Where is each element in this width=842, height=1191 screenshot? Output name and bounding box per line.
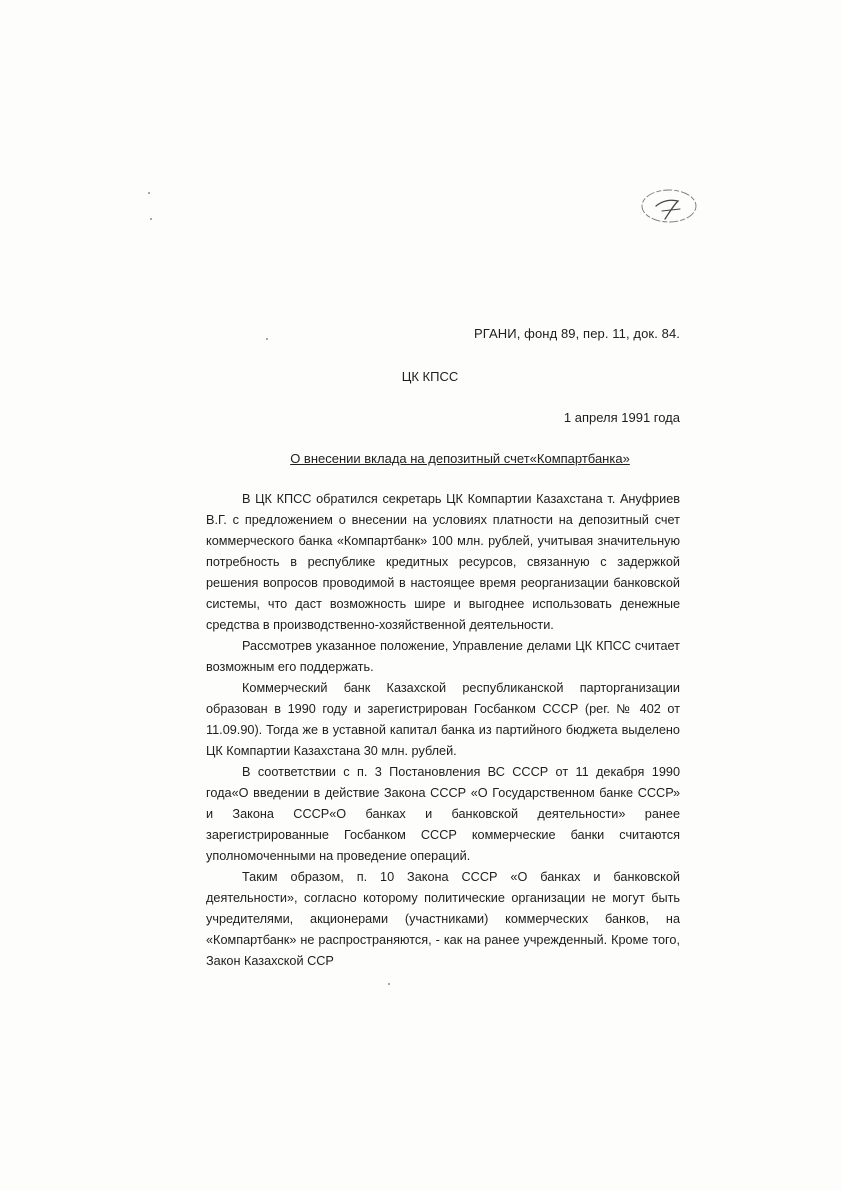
paragraph-approval: Рассмотрев указанное положение, Управление делами ЦК КПСС считает возможным его поддержать. (206, 639, 680, 674)
scan-speck (148, 192, 150, 194)
paragraph-conclusion: Таким образом, п. 10 Закона СССР «О банках и банковской деятельности», согласно которому политические организации не могут быть учредителями, акционерами (участниками) коммерческих банков, на «Компартбанк» не распространяются, - как на ранее учрежденный. Кроме того, Закон Казахской ССР (206, 870, 680, 968)
paragraph-bank-history: Коммерческий банк Казахской республиканской парторганизации образован в 1990 году и зарегистрирован Госбанком СССР (рег. № 402 от 11.09.90). Тогда же в уставной капитал банка из партийного бюджета выделено ЦК Компартии Казахстана 30 млн. рублей. (206, 681, 680, 758)
addressee: ЦК КПСС (401, 369, 459, 384)
handwritten-page-number (638, 186, 698, 226)
paragraph-request: В ЦК КПСС обратился секретарь ЦК Компартии Казахстана т. Ануфриев В.Г. с предложением о внесении на условиях платности на депозитный счет коммерческого банка «Компартбанк» 100 млн. рублей, учитывая значительную потребность в республике кредитных ресурсов, связанную с задержкой решения вопросов проводимой в настоящее время реорганизации банковской системы, что даст возможность шире и выгоднее использовать денежные средства в производственно-хозяйственной деятельности. (206, 492, 680, 632)
document-date: 1 апреля 1991 года (563, 410, 680, 425)
page-mark-text: 7 (668, 208, 669, 209)
paragraph-legal-basis: В соответствии с п. 3 Постановления ВС СССР от 11 декабря 1990 года«О введении в действие Закона СССР «О Государственном банке СССР» и Закона СССР«О банках и банковской деятельности» ранее зарегистрированные Госбанком СССР коммерческие банки считаются уполномоченными на проведение операций. (206, 765, 680, 863)
document-body (206, 489, 680, 972)
scan-speck (388, 983, 390, 985)
scan-speck (266, 338, 268, 340)
archive-reference: РГАНИ, фонд 89, пер. 11, док. 84. (474, 326, 680, 341)
scan-speck (150, 218, 152, 220)
document-subject: О внесении вклада на депозитный счет«Компартбанка» (290, 451, 630, 466)
